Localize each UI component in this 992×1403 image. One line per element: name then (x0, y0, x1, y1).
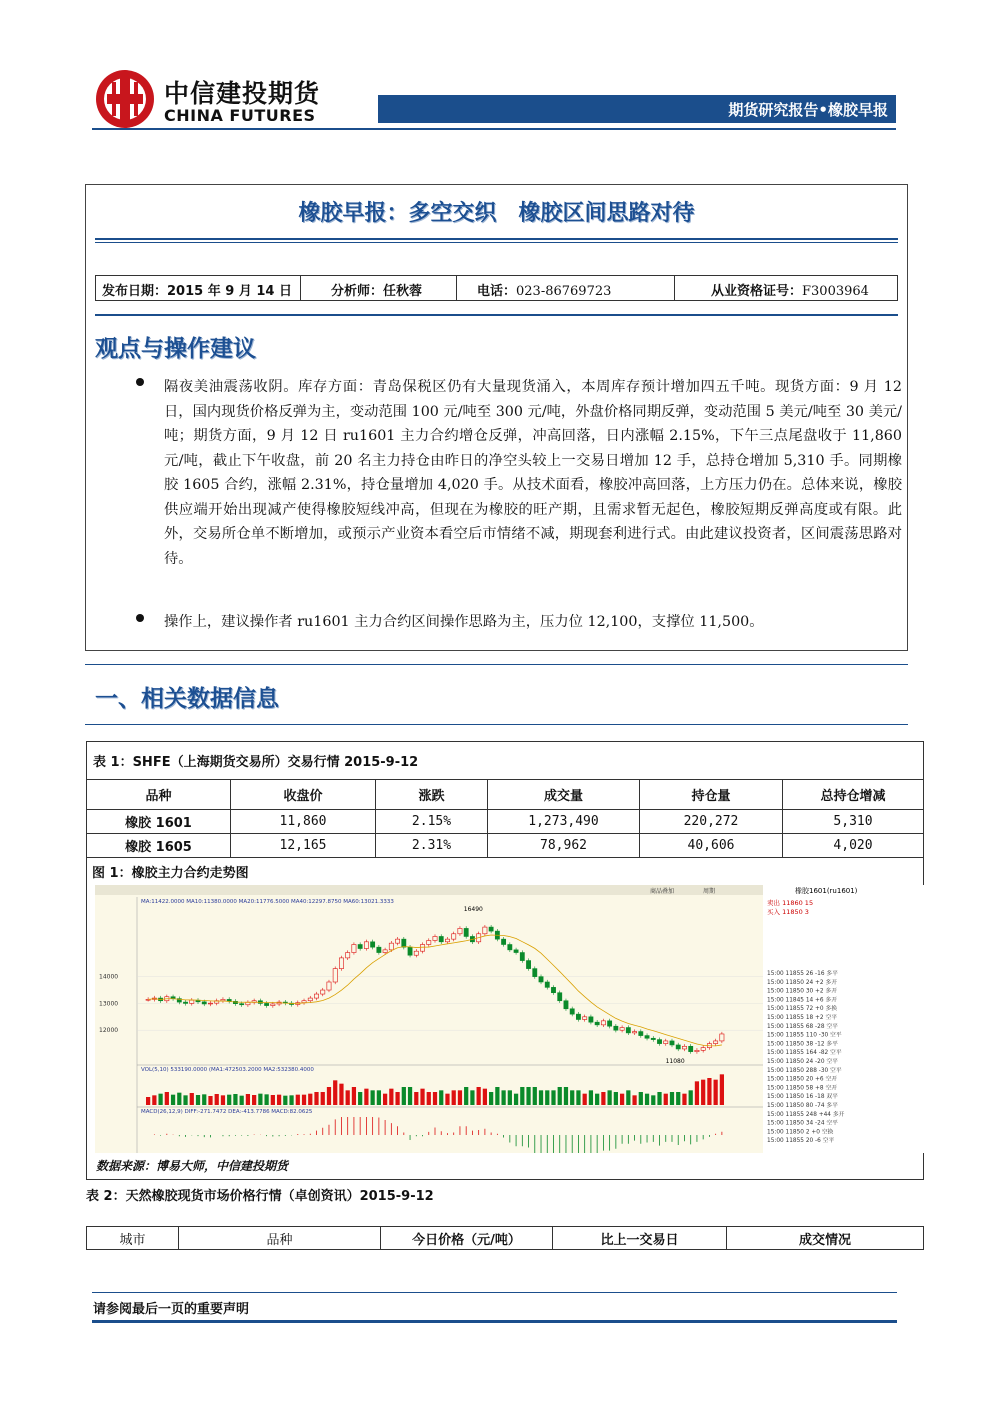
license-value: F3003964 (802, 284, 869, 299)
section-heading-data: 一、相关数据信息 (95, 686, 279, 712)
table-caption: 表 1：SHFE（上海期货交易所）交易行情 2015-9-12 (87, 742, 924, 780)
candle-body (414, 951, 418, 955)
volume-bar (720, 1074, 724, 1105)
volume-bar (402, 1087, 406, 1105)
volume-bar (146, 1097, 150, 1105)
table-cell: 220,272 (640, 810, 783, 834)
table-header: 收盘价 (231, 780, 376, 810)
candle-body (514, 950, 518, 953)
candle-body (389, 943, 393, 950)
bullet-icon (136, 614, 144, 622)
volume-bar (508, 1090, 512, 1105)
phone-cell (456, 275, 674, 301)
low-annotation: 11080 (665, 1058, 685, 1065)
candle-body (570, 1009, 574, 1014)
candle-body (682, 1046, 686, 1049)
volume-bar (608, 1090, 612, 1105)
table-cell: 橡胶 1605 (87, 834, 231, 858)
table-header: 品种 (87, 780, 231, 810)
volume-bar (470, 1090, 474, 1105)
volume-bar (196, 1095, 200, 1105)
candle-body (464, 928, 468, 936)
volume-bar (477, 1087, 481, 1105)
volume-bar (333, 1080, 337, 1105)
chart-toolbar-label: 周期 (703, 888, 716, 895)
volume-bar (321, 1092, 325, 1105)
volume-bar (645, 1094, 649, 1105)
volume-bar (227, 1095, 231, 1105)
volume-bar (327, 1087, 331, 1105)
tick-row: 15:00 11850 2 +0 空换 (767, 1129, 834, 1136)
candle-body (364, 942, 368, 949)
candle-body (657, 1040, 661, 1044)
volume-bar (445, 1094, 449, 1105)
candle-body (302, 1001, 306, 1003)
citic-logo-icon (92, 68, 158, 130)
volume-bar (414, 1092, 418, 1105)
candle-body (558, 993, 562, 1001)
volume-bar (433, 1092, 437, 1105)
volume-bar (346, 1090, 350, 1105)
table-cell: 4,020 (783, 834, 924, 858)
volume-bar (545, 1090, 549, 1105)
volume-bar (514, 1094, 518, 1105)
volume-bar (183, 1095, 187, 1105)
volume-bar (489, 1092, 493, 1105)
candle-body (452, 934, 456, 939)
table-cell: 40,606 (640, 834, 783, 858)
table-header: 总持仓增减 (783, 780, 924, 810)
volume-bar (165, 1092, 169, 1105)
candle-body (545, 982, 549, 987)
analysis-paragraph: 隔夜美油震荡收阴。库存方面：青岛保税区仍有大量现货涌入，本周库存预计增加四五千吨。现货方面：9 月 12 日，国内现货价格反弹为主，变动范围 100 元/吨至 300 元/吨，外盘价格同期反弹，变动范围 5 美元/吨至 30 美元/吨；期货方面，9 月 12 日 ru1601 主力合约增仓反弹，冲高回落，日内涨幅 2.15%，下午三点尾盘收于 11,860 元/吨，截止下午收盘，前 20 名主力持仓由昨日的净空头较上一交易日增加 12 手，总持仓增加 5,310 手。同期橡胶 1605 合约，涨幅 2.31%，持仓量增加 4,020 手。从技术面看，橡胶冲高回落，上方压力仍在。总体来说，橡胶供应端开始出现减产使得橡胶短线冲高，但现在为橡胶的旺产期，且需求暂无起色，橡胶短期反弹高度或有限。此外，交易所仓单不断增加，或预示产业资本看空后市情绪不减，期现套利进行式。由此建议投资者，区间震荡思路对待。 (164, 379, 902, 567)
chart-toolbar-label: 商品叠加 (650, 888, 675, 895)
candle-body (240, 1004, 244, 1005)
phone-label: 电话： (477, 284, 517, 299)
candle-body (208, 1003, 212, 1004)
candle-body (433, 936, 437, 940)
license-cell (674, 275, 898, 301)
candle-body (608, 1021, 612, 1026)
candle-body (533, 969, 537, 977)
volume-bar (570, 1090, 574, 1105)
volume-bar (158, 1094, 162, 1105)
volume-bar (389, 1089, 393, 1105)
candle-body (314, 994, 318, 998)
volume-bar (246, 1094, 250, 1105)
price-chart (95, 885, 925, 1153)
tick-row: 15:00 11850 58 +8 空开 (767, 1085, 838, 1092)
candle-body (689, 1046, 693, 1051)
volume-bar (601, 1092, 605, 1105)
tick-row: 15:00 11855 18 +2 空平 (767, 1015, 838, 1021)
tick-row: 15:00 11855 26 -16 多平 (767, 971, 838, 977)
volume-bar (589, 1090, 593, 1105)
candle-body (714, 1041, 718, 1044)
volume-bar (458, 1090, 462, 1105)
volume-bar (614, 1092, 618, 1105)
volume-bar (308, 1094, 312, 1105)
volume-bar (271, 1095, 275, 1105)
candle-body (520, 953, 524, 961)
candle-body (321, 990, 325, 994)
volume-bar (408, 1087, 412, 1105)
candle-body (445, 939, 449, 942)
table2-header-row (86, 1226, 924, 1250)
operation-paragraph: 操作上，建议操作者 ru1601 主力合约区间操作思路为主，压力位 12,100，支撑位 11,500。 (164, 614, 764, 630)
candle-body (246, 1002, 250, 1004)
tick-row: 15:00 11855 20 -6 空平 (767, 1138, 835, 1145)
tick-row: 15:00 11850 20 +6 空开 (767, 1076, 838, 1083)
volume-bar (277, 1095, 281, 1105)
volume-bar (302, 1095, 306, 1105)
volume-bar (383, 1094, 387, 1105)
footer-bar (92, 1320, 897, 1323)
candle-body (720, 1034, 724, 1041)
candle-body (526, 961, 530, 969)
volume-bar (252, 1095, 256, 1105)
candle-body (483, 927, 487, 934)
volume-bar (420, 1089, 424, 1105)
volume-bar (526, 1087, 530, 1105)
volume-bar (558, 1087, 562, 1105)
candle-body (383, 950, 387, 953)
volume-bar (171, 1095, 175, 1105)
candle-body (308, 998, 312, 1001)
volume-bar (651, 1095, 655, 1105)
y-tick-label: 13000 (99, 1000, 119, 1008)
volume-bar (264, 1094, 268, 1105)
candle-body (427, 940, 431, 944)
tick-row: 15:00 11850 30 +2 多开 (767, 988, 838, 995)
tick-row: 15:00 11850 24 +2 多开 (767, 979, 838, 986)
candle-body (645, 1036, 649, 1039)
meta-divider (95, 314, 898, 316)
candle-body (408, 947, 412, 955)
volume-bar (352, 1087, 356, 1105)
y-tick-label: 12000 (99, 1027, 119, 1035)
table-header: 成交量 (488, 780, 640, 810)
candle-body (620, 1028, 624, 1031)
table-row (87, 834, 924, 858)
candle-body (202, 1002, 206, 1004)
volume-bar (682, 1094, 686, 1105)
candle-body (539, 977, 543, 982)
quote-title: 橡胶1601(ru1601) (795, 887, 858, 895)
table-header: 涨跌 (376, 780, 488, 810)
bullet-icon (136, 378, 144, 386)
candle-body (395, 939, 399, 943)
candle-body (358, 945, 362, 949)
tick-row: 15:00 11850 80 -74 多平 (767, 1103, 838, 1109)
candle-body (576, 1014, 580, 1019)
quote-buy: 买入 11850 3 (767, 908, 809, 916)
title-divider (95, 238, 898, 240)
volume-bar (551, 1090, 555, 1105)
tick-row: 15:00 11845 14 +6 多开 (767, 997, 838, 1004)
section-divider (85, 724, 908, 725)
tick-row: 15:00 11855 72 +0 多换 (767, 1006, 838, 1013)
candle-body (333, 969, 337, 982)
footer-divider (92, 1292, 897, 1293)
ma-legend: MA:11422.0000 MA10:11380.0000 MA20:11776.5000 MA40:12297.8750 MA60:13021.3333 (141, 899, 394, 905)
candle-body (402, 939, 406, 947)
volume-bar (208, 1096, 212, 1105)
volume-bar (707, 1078, 711, 1105)
candle-body (339, 958, 343, 969)
date-label: 发布日期： (102, 284, 168, 299)
report-title: 橡胶早报：多空交织 橡胶区间思路对待 (298, 201, 695, 226)
figure-caption: 图 1：橡胶主力合约走势图 (92, 866, 249, 881)
volume-bar (520, 1087, 524, 1105)
candle-body (676, 1045, 680, 1049)
volume-bar (626, 1090, 630, 1105)
date-cell (95, 275, 300, 301)
volume-bar (533, 1087, 537, 1105)
company-name-en: CHINA FUTURES (164, 106, 316, 125)
candle-body (664, 1041, 668, 1044)
candle-body (632, 1032, 636, 1033)
tick-row: 15:00 11855 110 -30 空平 (767, 1032, 842, 1039)
report-series-label: 期货研究报告•橡胶早报 (728, 101, 888, 119)
volume-bar (364, 1089, 368, 1105)
candle-body (458, 928, 462, 933)
section-divider (85, 664, 908, 665)
volume-bar (215, 1094, 219, 1105)
table-header: 城市 (87, 1227, 179, 1249)
table-header: 比上一交易日 (553, 1227, 727, 1249)
candle-body (190, 1000, 194, 1003)
table-cell: 11,860 (231, 810, 376, 834)
volume-bar (289, 1095, 293, 1105)
table-header: 成交情况 (798, 1232, 851, 1248)
volume-bar (190, 1093, 194, 1105)
volume-bar (695, 1081, 699, 1105)
table-cell: 12,165 (231, 834, 376, 858)
volume-bar (439, 1090, 443, 1105)
tick-row: 15:00 11850 16 -18 双平 (767, 1094, 838, 1101)
candle-body (352, 945, 356, 953)
table-header: 品种 (179, 1227, 381, 1249)
volume-bar (576, 1090, 580, 1105)
report-series-bar (378, 95, 896, 123)
candle-body (271, 1004, 275, 1006)
analyst-value: 任秋蓉 (383, 284, 423, 299)
candle-body (595, 1022, 599, 1025)
candle-body (371, 942, 375, 947)
candle-body (601, 1021, 605, 1025)
candle-body (695, 1050, 699, 1051)
header-divider (92, 128, 896, 130)
phone-value: 023-86769723 (516, 284, 612, 299)
quote-sell: 卖出 11860 15 (767, 899, 814, 907)
candle-body (508, 945, 512, 950)
analyst-label: 分析师： (331, 284, 384, 299)
tick-row: 15:00 11850 288 -30 空平 (767, 1067, 842, 1074)
title-divider-thin (95, 242, 898, 243)
volume-bar (358, 1092, 362, 1105)
volume-bar (371, 1090, 375, 1105)
candle-body (670, 1041, 674, 1045)
volume-bar (377, 1090, 381, 1105)
table-cell: 1,273,490 (488, 810, 640, 834)
candle-body (183, 1002, 187, 1003)
candle-body (501, 939, 505, 944)
volume-legend: VOL(5,10) 533190.0000 (MA1:472503.2000 MA2:532380.4000 (141, 1067, 314, 1073)
macd-legend: MACD(26,12,9) DIFF:-271.7472 DEA:-413.7786 MACD:82.0625 (141, 1109, 313, 1115)
volume-bar (501, 1090, 505, 1105)
volume-bar (339, 1084, 343, 1105)
table-cell: 橡胶 1601 (87, 810, 231, 834)
volume-bar (202, 1094, 206, 1105)
section-heading-view: 观点与操作建议 (95, 336, 256, 362)
y-tick-label: 14000 (99, 973, 119, 981)
volume-bar (177, 1093, 181, 1105)
table-cell: 2.15% (376, 810, 488, 834)
market-quote-table (86, 741, 924, 858)
volume-bar (664, 1094, 668, 1105)
candle-body (614, 1026, 618, 1030)
volume-bar (464, 1087, 468, 1105)
tick-row: 15:00 11855 248 +44 多开 (767, 1111, 845, 1118)
figure-source: 数据来源：博易大师，中信建投期货 (96, 1159, 289, 1173)
table-header-row (87, 780, 924, 810)
volume-bar (258, 1094, 262, 1105)
candle-body (264, 1003, 268, 1005)
volume-bar (314, 1092, 318, 1105)
candle-body (639, 1032, 643, 1036)
tick-row: 15:00 11850 34 -24 空平 (767, 1120, 838, 1127)
disclaimer-note: 请参阅最后一页的重要声明 (93, 1302, 250, 1317)
volume-bar (283, 1096, 287, 1105)
analyst-cell (300, 275, 456, 301)
candle-body (589, 1017, 593, 1022)
tick-row: 15:00 11855 68 -28 空平 (767, 1023, 838, 1030)
volume-bar (701, 1080, 705, 1105)
table-header: 持仓量 (640, 780, 783, 810)
company-logo (92, 68, 332, 130)
volume-bar (296, 1095, 300, 1105)
volume-bar (452, 1090, 456, 1105)
tick-row: 15:00 11850 38 -12 多平 (767, 1041, 838, 1048)
table2-caption: 表 2：天然橡胶现货市场价格行情（卓创资讯）2015-9-12 (86, 1189, 434, 1204)
candle-body (489, 927, 493, 931)
tick-row: 15:00 11855 164 -82 空平 (767, 1050, 842, 1057)
candle-body (701, 1048, 705, 1051)
candle-body (551, 987, 555, 992)
candle-body (651, 1038, 655, 1039)
candle-body (221, 999, 225, 1000)
volume-bar (670, 1092, 674, 1105)
table-cell: 78,962 (488, 834, 640, 858)
table-row (87, 810, 924, 834)
volume-bar (483, 1089, 487, 1105)
volume-bar (676, 1092, 680, 1105)
candle-body (377, 947, 381, 952)
table-header: 今日价格（元/吨） (381, 1227, 553, 1249)
volume-bar (233, 1094, 237, 1105)
volume-bar (427, 1092, 431, 1105)
volume-bar (595, 1094, 599, 1105)
candle-body (583, 1017, 587, 1020)
report-meta-row (95, 275, 898, 301)
date-value: 2015 年 9 月 14 日 (167, 284, 292, 299)
candle-body (327, 982, 331, 990)
table-cell: 5,310 (783, 810, 924, 834)
volume-bar (657, 1092, 661, 1105)
volume-bar (583, 1094, 587, 1105)
volume-bar (620, 1094, 624, 1105)
volume-bar (564, 1087, 568, 1105)
volume-bar (639, 1092, 643, 1105)
volume-bar (221, 1095, 225, 1105)
candle-body (439, 936, 443, 941)
volume-bar (632, 1095, 636, 1105)
high-annotation: 16490 (463, 906, 483, 913)
candle-body (346, 953, 350, 958)
license-label: 从业资格证号： (711, 284, 803, 299)
candle-body (420, 945, 424, 952)
tick-row: 15:00 11850 24 -20 空平 (767, 1059, 838, 1065)
candle-body (626, 1028, 630, 1033)
volume-bar (152, 1095, 156, 1105)
volume-bar (495, 1087, 499, 1105)
candle-body (564, 1001, 568, 1009)
volume-bar (689, 1090, 693, 1105)
volume-bar (714, 1080, 718, 1105)
table-cell: 2.31% (376, 834, 488, 858)
volume-bar (395, 1092, 399, 1105)
volume-bar (240, 1096, 244, 1105)
volume-bar (539, 1090, 543, 1105)
company-name-cn: 中信建投期货 (164, 79, 321, 108)
